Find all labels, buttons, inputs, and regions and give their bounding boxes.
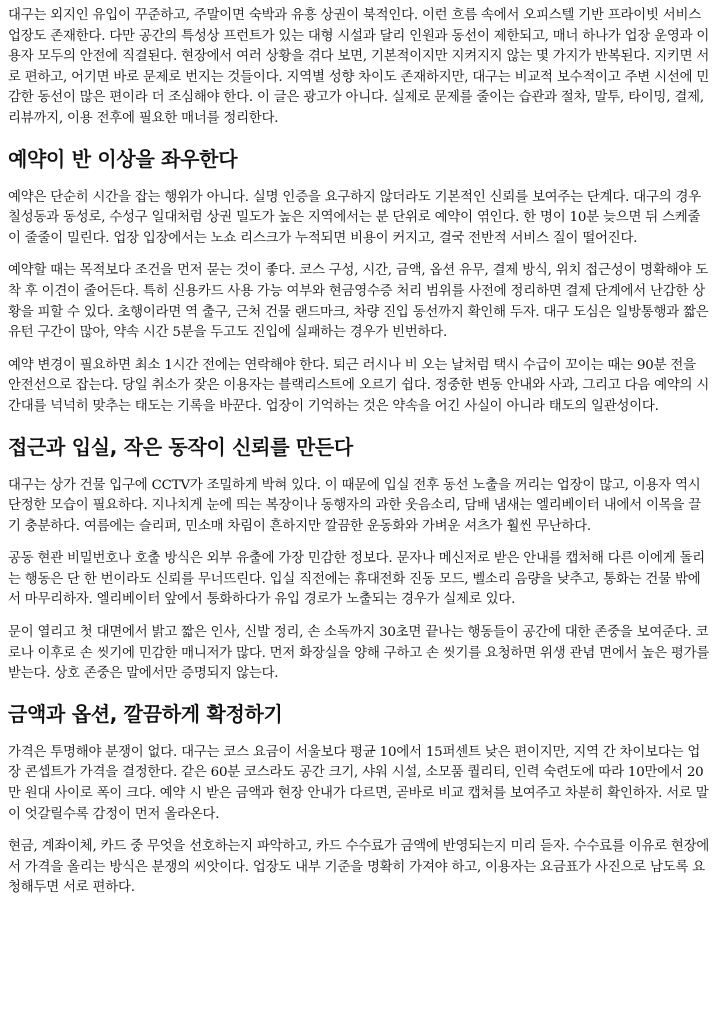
section-heading: 접근과 입실, 작은 동작이 신뢰를 만든다	[8, 434, 353, 459]
paragraph: 공동 현관 비밀번호나 호출 방식은 외부 유출에 가장 민감한 정보다. 문자나 메신저로 받은 안내를 캡처해 다른 이에게 돌리는 행동은 단 한 번이라도 신뢰를 무너뜨린다. 입실 직전에는 휴대전화 진동 모드, 벨소리 음량을 낮추고, 통화는 건물 밖에서 마무리하자. 엘리베이터 앞에서 통화하다가 유입 경로가 노출되는 경우가 실제로 있다.	[8, 551, 706, 608]
paragraph: 예약은 단순히 시간을 잡는 행위가 아니다. 실명 인증을 요구하지 않더라도 기본적인 신뢰를 보여주는 단계다. 대구의 경우 칠성동과 동성로, 수성구 일대처럼 상권 밀도가 높은 지역에서는 분 단위로 예약이 엮인다. 한 명이 10분 늦으면 뒤 스케줄이 줄줄이 밀린다. 업장 입장에서는 노쇼 리스크가 누적되면 비용이 커지고, 결국 전반적 서비스 질이 떨어진다.	[8, 189, 701, 246]
paragraph: 현금, 계좌이체, 카드 중 무엇을 선호하는지 파악하고, 카드 수수료가 금액에 반영되는지 미리 듣자. 수수료를 이유로 현장에서 가격을 올리는 방식은 분쟁의 씨앗이다. 업장도 내부 기준을 명확히 가져야 하고, 이용자는 요금표가 사진으로 남도록 요청해두면 서로 편하다.	[8, 839, 710, 896]
section-heading: 금액과 옵션, 깔끔하게 확정하기	[8, 701, 283, 726]
paragraph: 대구는 상가 건물 입구에 CCTV가 조밀하게 박혀 있다. 이 때문에 입실 전후 동선 노출을 꺼리는 업장이 많고, 이용자 역시 단정한 모습이 필요하다. 지나치게 눈에 띄는 복장이나 동행자의 과한 웃음소리, 담배 냄새는 엘리베이터 내에서 이목을 끌기 충분하다. 여름에는 슬리퍼, 민소매 차림이 흔하지만 깔끔한 운동화와 가벼운 셔츠가 훨씬 무난하다.	[8, 477, 701, 534]
section-price-options	[8, 701, 712, 899]
paragraph: 가격은 투명해야 분쟁이 없다. 대구는 코스 요금이 서울보다 평균 10에서 15퍼센트 낮은 편이지만, 지역 간 차이보다는 업장 콘셉트가 가격을 결정한다. 같은 60분 코스라도 공간 크기, 샤워 시설, 소모품 퀄리티, 인력 숙련도에 따라 10만에서 20만 원대 사이로 폭이 크다. 예약 시 받은 금액과 현장 안내가 다르면, 곧바로 비교 캡처를 보여주고 차분히 확인하자. 서로 말이 엇갈릴수록 감정이 먼저 올라온다.	[8, 744, 709, 822]
intro-paragraph: 대구는 외지인 유입이 꾸준하고, 주말이면 숙박과 유흥 상권이 북적인다. 이런 흐름 속에서 오피스텔 기반 프라이빗 서비스 업장도 존재한다. 다만 공간의 특성상 프런트가 있는 대형 시설과 달리 인원과 동선이 제한되고, 매너 하나가 업장 운영과 이용자 모두의 안전에 직결된다. 현장에서 여러 상황을 겪다 보면, 기본적이지만 지켜지지 않는 몇 가지가 반복된다. 지키면 서로 편하고, 어기면 바로 문제로 번지는 것들이다. 지역별 성향 차이도 존재하지만, 대구는 비교적 보수적이고 주변 시선에 민감한 동선이 많은 편이라 더 조심해야 한다. 이 글은 광고가 아니다. 실제로 문제를 줄이는 습관과 절차, 말투, 타이밍, 결제, 리뷰까지, 이용 전후에 필요한 매너를 정리한다.	[8, 8, 710, 126]
section-heading: 예약이 반 이상을 좌우한다	[8, 146, 238, 171]
section-access-entry	[8, 434, 712, 685]
section-reservation	[8, 146, 712, 418]
paragraph: 문이 열리고 첫 대면에서 밝고 짧은 인사, 신발 정리, 손 소독까지 30초면 끝나는 행동들이 공간에 대한 존중을 보여준다. 코로나 이후로 손 씻기에 민감한 매니저가 많다. 먼저 화장실을 양해 구하고 손 씻기를 요청하면 위생 관념 면에서 높은 평가를 받는다. 상호 존중은 말에서만 증명되지 않는다.	[8, 625, 710, 682]
paragraph: 예약 변경이 필요하면 최소 1시간 전에는 연락해야 한다. 퇴근 러시나 비 오는 날처럼 택시 수급이 꼬이는 때는 90분 전을 안전선으로 잡는다. 당일 취소가 잦은 이용자는 블랙리스트에 오르기 쉽다. 정중한 변동 안내와 사과, 그리고 다음 예약의 시간대를 넉넉히 맞추는 태도는 기록을 바꾼다. 업장이 기억하는 것은 약속을 어긴 사실이 아니라 태도의 일관성이다.	[8, 357, 710, 414]
paragraph: 예약할 때는 목적보다 조건을 먼저 묻는 것이 좋다. 코스 구성, 시간, 금액, 옵션 유무, 결제 방식, 위치 접근성이 명확해야 도착 후 이견이 줄어든다. 특히 신용카드 사용 가능 여부와 현금영수증 처리 범위를 사전에 정리하면 결제 단계에서 난감한 상황을 피할 수 있다. 초행이라면 역 출구, 근처 건물 랜드마크, 차량 진입 동선까지 확인해 두자. 대구 도심은 일방통행과 짧은 유턴 구간이 많아, 약속 시간 5분을 두고도 진입에 실패하는 경우가 빈번하다.	[8, 263, 709, 341]
